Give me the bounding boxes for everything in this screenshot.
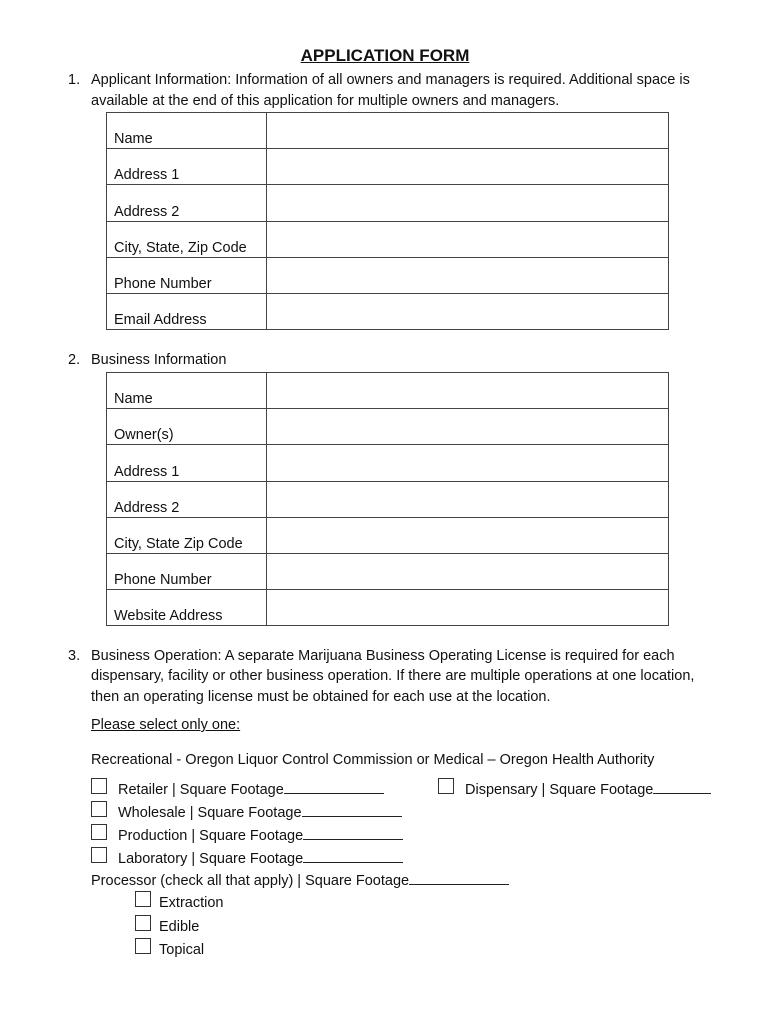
table-row — [107, 409, 669, 445]
business-name-label: Name — [114, 391, 153, 408]
applicant-info-table — [106, 112, 669, 330]
business-owners-field[interactable] — [267, 409, 669, 445]
section3-number: 3. — [68, 648, 81, 664]
section2-number: 2. — [68, 352, 81, 368]
laboratory-checkbox[interactable] — [91, 847, 107, 863]
laboratory-label: Laboratory | Square Footage — [118, 851, 304, 867]
section1-line2: available at the end of this application for multiple owners and managers. — [91, 93, 560, 109]
table-row — [107, 113, 669, 149]
business-city-label: City, State Zip Code — [114, 535, 243, 552]
processor-option — [91, 871, 509, 892]
applicant-address1-label: Address 1 — [114, 167, 180, 184]
section3-line2: dispensary, facility or other business operation. If there are multiple operations at one location, — [91, 668, 695, 684]
production-label: Production | Square Footage — [118, 828, 304, 844]
topical-label: Topical — [159, 942, 205, 958]
applicant-phone-label: Phone Number — [114, 275, 212, 292]
edible-checkbox[interactable] — [135, 915, 151, 931]
applicant-address2-field[interactable] — [267, 185, 669, 221]
section3-line1: Business Operation: A separate Marijuana Business Operating License is required for each — [91, 648, 675, 664]
table-row — [107, 553, 669, 589]
business-owners-label: Owner(s) — [114, 427, 174, 444]
applicant-address1-field[interactable] — [267, 149, 669, 185]
business-website-label: Website Address — [114, 608, 223, 625]
laboratory-sqft-blank[interactable] — [303, 850, 403, 863]
table-row — [107, 293, 669, 329]
section1-line1: Applicant Information: Information of all owners and managers is required. Additional space is — [91, 72, 690, 88]
applicant-email-label: Email Address — [114, 312, 207, 329]
form-title: APPLICATION FORM — [300, 46, 470, 65]
retailer-label: Retailer | Square Footage — [118, 782, 284, 798]
table-row — [107, 185, 669, 221]
wholesale-label: Wholesale | Square Footage — [118, 805, 302, 821]
applicant-phone-field[interactable] — [267, 257, 669, 293]
table-row — [107, 221, 669, 257]
business-website-field[interactable] — [267, 590, 669, 626]
retailer-sqft-blank[interactable] — [284, 781, 384, 794]
applicant-name-label: Name — [114, 131, 153, 148]
processor-sqft-blank[interactable] — [409, 872, 509, 885]
business-phone-field[interactable] — [267, 553, 669, 589]
authority-line: Recreational - Oregon Liquor Control Commission or Medical – Oregon Health Authority — [91, 752, 655, 768]
production-sqft-blank[interactable] — [303, 827, 403, 840]
table-row — [107, 481, 669, 517]
table-row — [107, 149, 669, 185]
business-address1-field[interactable] — [267, 445, 669, 481]
applicant-email-field[interactable] — [267, 293, 669, 329]
production-checkbox[interactable] — [91, 824, 107, 840]
section1-number: 1. — [68, 72, 81, 88]
wholesale-option — [118, 803, 402, 824]
dispensary-checkbox[interactable] — [438, 778, 454, 794]
table-row — [107, 257, 669, 293]
dispensary-option — [465, 780, 711, 801]
production-option — [118, 826, 403, 847]
applicant-address2-label: Address 2 — [114, 203, 180, 220]
table-row — [107, 445, 669, 481]
business-phone-label: Phone Number — [114, 572, 212, 589]
dispensary-sqft-blank[interactable] — [653, 781, 711, 794]
business-name-field[interactable] — [267, 373, 669, 409]
business-info-table — [106, 372, 669, 626]
select-only-one-note: Please select only one: — [91, 717, 241, 733]
processor-label: Processor (check all that apply) | Square Footage — [91, 873, 410, 889]
topical-checkbox[interactable] — [135, 938, 151, 954]
extraction-checkbox[interactable] — [135, 891, 151, 907]
extraction-label: Extraction — [159, 895, 224, 911]
retailer-option — [118, 780, 384, 801]
business-city-field[interactable] — [267, 517, 669, 553]
edible-label: Edible — [159, 919, 200, 935]
laboratory-option — [118, 849, 403, 870]
retailer-checkbox[interactable] — [91, 778, 107, 794]
business-address2-field[interactable] — [267, 481, 669, 517]
table-row — [107, 517, 669, 553]
business-address1-label: Address 1 — [114, 463, 180, 480]
business-address2-label: Address 2 — [114, 499, 180, 516]
table-row — [107, 590, 669, 626]
section2-heading: Business Information — [91, 352, 227, 368]
wholesale-checkbox[interactable] — [91, 801, 107, 817]
wholesale-sqft-blank[interactable] — [302, 804, 402, 817]
table-row — [107, 373, 669, 409]
dispensary-label: Dispensary | Square Footage — [465, 782, 654, 798]
applicant-city-field[interactable] — [267, 221, 669, 257]
section3-line3: then an operating license must be obtained for each use at the location. — [91, 689, 551, 705]
applicant-city-label: City, State, Zip Code — [114, 239, 247, 256]
applicant-name-field[interactable] — [267, 113, 669, 149]
